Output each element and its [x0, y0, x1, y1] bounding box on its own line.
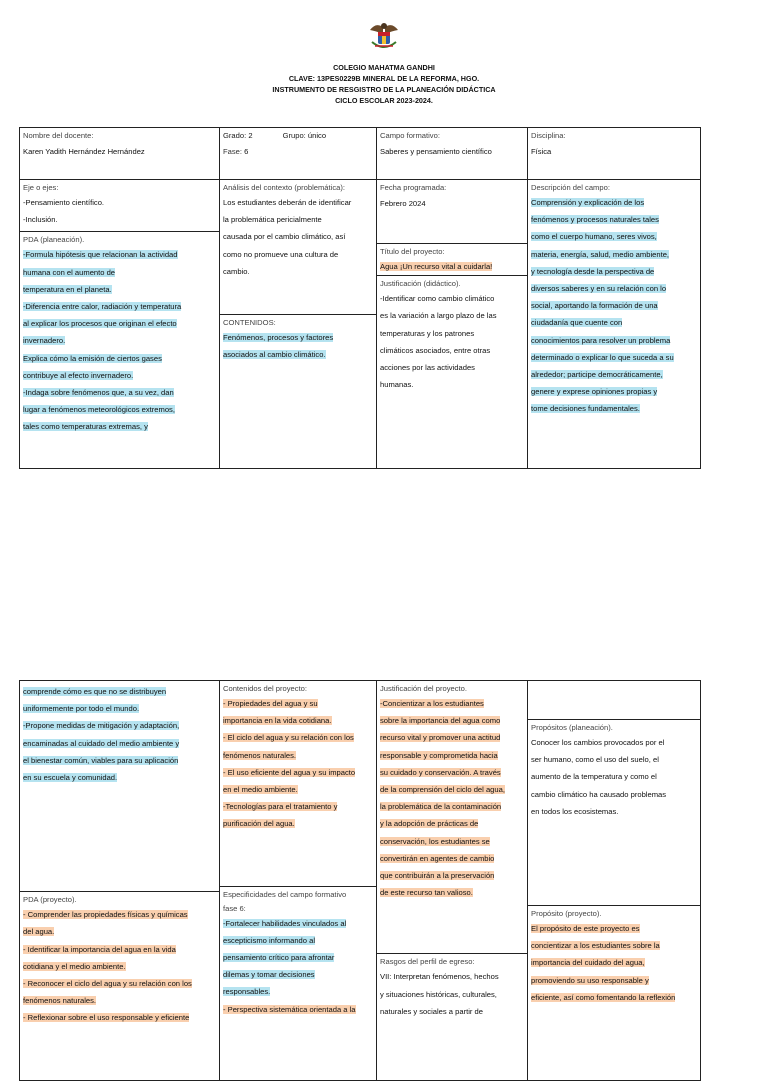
proposito-proyecto-line: promoviendo su uso responsable y [531, 975, 649, 985]
pda-continuation-cell [20, 681, 220, 1081]
justificacion-line: humanas. [380, 380, 414, 390]
contenidos-proyecto-line: fenómenos naturales. [223, 750, 297, 760]
justificacion-proyecto-label: Justificación del proyecto. [380, 684, 467, 693]
descripcion-line: determinado o explicar lo que suceda a su [531, 352, 674, 362]
pda-line: contribuye al efecto invernadero. [23, 370, 134, 380]
campo-label: Campo formativo: [380, 131, 440, 140]
justificacion-proyecto-line: y la adopción de prácticas de [380, 819, 479, 829]
school-cycle: CICLO ESCOLAR 2023-2024. [335, 96, 433, 105]
descripcion-line: social, aportando la formación de una [531, 301, 658, 311]
proposito-proyecto-line: concientizar a los estudiantes sobre la [531, 941, 660, 951]
descripcion-line: como el cuerpo humano, seres vivos, [531, 232, 657, 242]
school-clave: CLAVE: 13PES0229B MINERAL DE LA REFORMA, HGO. [288, 74, 480, 83]
justificacion-proyecto-line: -Concientizar a los estudiantes [380, 699, 484, 708]
descripcion-cell [528, 180, 701, 469]
pda-proyecto-line: fenómenos naturales. [23, 996, 97, 1006]
analisis-line: causada por el cambio climático, así [223, 232, 346, 242]
analisis-line: cambio. [223, 266, 250, 276]
justificacion-proyecto-line: de este recurso tan valioso. [380, 888, 473, 898]
fecha-titulo-cell [377, 180, 528, 469]
especificidades-line: - Perspectiva sistemática orientada a la [223, 1004, 356, 1014]
proposito-proyecto-line: El propósito de este proyecto es [531, 924, 640, 934]
fecha-value: Febrero 2024 [380, 199, 426, 208]
justificacion-proyecto-line: sobre la importancia del agua como [380, 716, 501, 726]
grado-label: Grado: [223, 131, 247, 140]
fecha-label: Fecha programada: [380, 183, 447, 192]
grupo-value: único [307, 131, 327, 140]
proposito-proyecto-line: eficiente, así como fomentando la reflexión [531, 992, 676, 1002]
pda-proyecto-line: - Reconocer el ciclo del agua y su relación con los [23, 979, 192, 989]
pda-proyecto-line: cotidiana y el medio ambiente. [23, 961, 126, 971]
rasgos-line: y situaciones históricas, culturales, [380, 989, 497, 999]
pda-label: PDA (planeación). [23, 235, 85, 245]
analisis-line: la problemática pericialmente [223, 215, 322, 225]
pda-line: -Diferencia entre calor, radiación y temperatura [23, 302, 182, 312]
justificacion-line: acciones por las actividades [380, 363, 475, 373]
analisis-line: Los estudiantes deberán de identificar [223, 198, 352, 207]
proposito-proyecto-line: importancia del cuidado del agua, [531, 958, 645, 968]
contenidos-proyecto-line: - Propiedades del agua y su [223, 699, 318, 708]
propositos-line: ser humano, como el uso del suelo, el [531, 755, 659, 765]
pda-line: Explica cómo la emisión de ciertos gases [23, 353, 162, 363]
especificidades-line: pensamiento crítico para afrontar [223, 953, 335, 963]
contenidos-proyecto-line: importancia en la vida cotidiana. [223, 716, 332, 726]
justificacion-line: climáticos asociados, entre otras [380, 345, 491, 355]
pda-line: tales como temperaturas extremas, y [23, 422, 148, 432]
contenidos-proyecto-cell [220, 681, 377, 1081]
propositos-line: aumento de la temperatura y como el [531, 772, 657, 782]
disciplina-cell [528, 128, 701, 180]
docente-label: Nombre del docente: [23, 131, 94, 140]
disciplina-label: Disciplina: [531, 131, 566, 140]
contenidos-proyecto-line: - El ciclo del agua y su relación con los [223, 733, 354, 743]
pda-cont-line: -Propone medidas de mitigación y adaptación, [23, 721, 180, 731]
justificacion-line: es la variación a largo plazo de las [380, 311, 497, 321]
contenidos-line: asociados al cambio climático. [223, 350, 326, 360]
eje-label: Eje o ejes: [23, 183, 59, 192]
analisis-line: como no promueve una cultura de [223, 249, 339, 259]
propositos-line: en todos los ecosistemas. [531, 806, 619, 816]
grado-cell [220, 128, 377, 180]
fase-label: Fase: [223, 147, 242, 156]
contenidos-proyecto-label: Contenidos del proyecto: [223, 684, 308, 693]
pda-cont-line: el bienestar común, viables para su aplicación [23, 755, 179, 765]
coat-of-arms-icon [366, 20, 402, 52]
descripcion-line: ciudadanía que cuente con [531, 318, 623, 328]
pda-cont-line: en su escuela y comunidad. [23, 773, 118, 783]
eje-pda-cell [20, 180, 220, 469]
titulo-label: Título del proyecto: [380, 247, 445, 256]
pda-line: lugar a fenómenos meteorológicos extremos, [23, 405, 175, 415]
eje-line: -Pensamiento científico. [23, 198, 105, 207]
descripcion-line: genere y exprese opiniones propias y [531, 387, 658, 397]
disciplina-value: Física [531, 147, 552, 156]
titulo-value: Agua ¡Un recurso vital a cuidarla! [380, 262, 493, 271]
pda-line: -Formula hipótesis que relacionan la actividad [23, 250, 178, 260]
rasgos-line: naturales y sociales a partir de [380, 1006, 483, 1016]
pda-line: -Indaga sobre fenómenos que, a su vez, dan [23, 388, 174, 398]
especificidades-label: Especificidades del campo formativo [223, 889, 347, 899]
pda-line: al explicar los procesos que originan el efecto [23, 319, 177, 329]
descripcion-line: fenómenos y procesos naturales tales [531, 215, 659, 225]
proposito-proyecto-label: Propósito (proyecto). [531, 909, 602, 919]
docente-value: Karen Yadith Hernández Hernández [23, 147, 145, 156]
descripcion-line: materia, energía, salud, medio ambiente, [531, 249, 670, 259]
justificacion-line: temperaturas y los patrones [380, 328, 475, 338]
pda-line: temperatura en el planeta. [23, 284, 112, 294]
descripcion-line: diversos saberes y en su relación con lo [531, 284, 667, 294]
especificidades-line: -Fortalecer habilidades vinculados al [223, 918, 347, 928]
pda-cont-line: encaminadas al cuidado del medio ambiente y [23, 738, 180, 748]
contenidos-label: CONTENIDOS: [223, 318, 276, 328]
pda-line: humana con el aumento de [23, 267, 116, 277]
descripcion-line: alrededor; participe democráticamente, [531, 370, 663, 380]
justificacion-proyecto-line: de la comprensión del ciclo del agua, [380, 785, 505, 795]
justificacion-proyecto-line: responsable y comprometida hacia [380, 750, 498, 760]
pda-cont-line: comprende cómo es que no se distribuyen [23, 687, 167, 696]
pda-line: invernadero. [23, 336, 66, 346]
propositos-line: cambio climático ha causado problemas [531, 789, 667, 799]
planning-table-2 [19, 680, 701, 1081]
docente-cell [20, 128, 220, 180]
especificidades-fase: fase 6: [223, 903, 246, 913]
justificacion-proyecto-line: la problemática de la contaminación [380, 802, 502, 812]
especificidades-line: responsables. [223, 987, 271, 997]
contenidos-line: Fenómenos, procesos y factores [223, 333, 334, 343]
pda-proyecto-label: PDA (proyecto). [23, 895, 77, 905]
planning-table-1 [19, 127, 701, 469]
pda-cont-line: uniformemente por todo el mundo. [23, 704, 140, 714]
pda-proyecto-line: - Identificar la importancia del agua en la vida [23, 944, 176, 954]
document-title: INSTRUMENTO DE RESGISTRO DE LA PLANEACIÓN DIDÁCTICA [272, 85, 496, 94]
grado-value: 2 [248, 131, 253, 140]
fase-value: 6 [244, 147, 249, 156]
propositos-cell [528, 681, 701, 1081]
campo-cell [377, 128, 528, 180]
analisis-cell [220, 180, 377, 469]
justificacion-line: -Identificar como cambio climático [380, 294, 495, 304]
especificidades-line: dilemas y tomar decisiones [223, 970, 315, 980]
justificacion-proyecto-line: su cuidado y conservación. A través [380, 767, 501, 777]
justificacion-proyecto-cell [377, 681, 528, 1081]
contenidos-proyecto-line: purificación del agua. [223, 819, 295, 829]
descripcion-line: tome decisiones fundamentales. [531, 404, 640, 414]
propositos-line: Conocer los cambios provocados por el [531, 738, 665, 747]
contenidos-proyecto-line: - El uso eficiente del agua y su impacto [223, 767, 356, 777]
contenidos-proyecto-line: en el medio ambiente. [223, 785, 298, 795]
propositos-label: Propósitos (planeación). [531, 723, 613, 732]
eje-line: -Inclusión. [23, 215, 58, 225]
descripcion-label: Descripción del campo: [531, 183, 610, 192]
grupo-label: Grupo: [282, 131, 306, 140]
descripcion-line: y tecnología desde la perspectiva de [531, 266, 655, 276]
pda-proyecto-line: - Comprender las propiedades físicas y químicas [23, 910, 188, 920]
document-header [0, 62, 768, 106]
pda-proyecto-line: - Reflexionar sobre el uso responsable y eficiente [23, 1013, 190, 1023]
justificacion-label: Justificación (didáctico). [380, 279, 461, 289]
descripcion-line: conocimientos para resolver un problema [531, 335, 671, 345]
pda-proyecto-line: del agua. [23, 927, 55, 937]
justificacion-proyecto-line: recurso vital y promover una actitud [380, 733, 501, 743]
contenidos-proyecto-line: -Tecnologías para el tratamiento y [223, 802, 338, 812]
school-name: COLEGIO MAHATMA GANDHI [333, 63, 435, 72]
rasgos-label: Rasgos del perfil de egreso: [380, 957, 475, 967]
campo-value: Saberes y pensamiento científico [380, 147, 492, 156]
analisis-label: Análisis del contexto (problemática): [223, 183, 345, 192]
rasgos-line: VII: Interpretan fenómenos, hechos [380, 972, 499, 982]
justificacion-proyecto-line: que contribuirán a la preservación [380, 871, 495, 881]
justificacion-proyecto-line: convertirán en agentes de cambio [380, 853, 495, 863]
descripcion-line: Comprensión y explicación de los [531, 198, 645, 207]
justificacion-proyecto-line: conservación, los estudiantes se [380, 836, 490, 846]
especificidades-line: escepticismo informando al [223, 935, 316, 945]
